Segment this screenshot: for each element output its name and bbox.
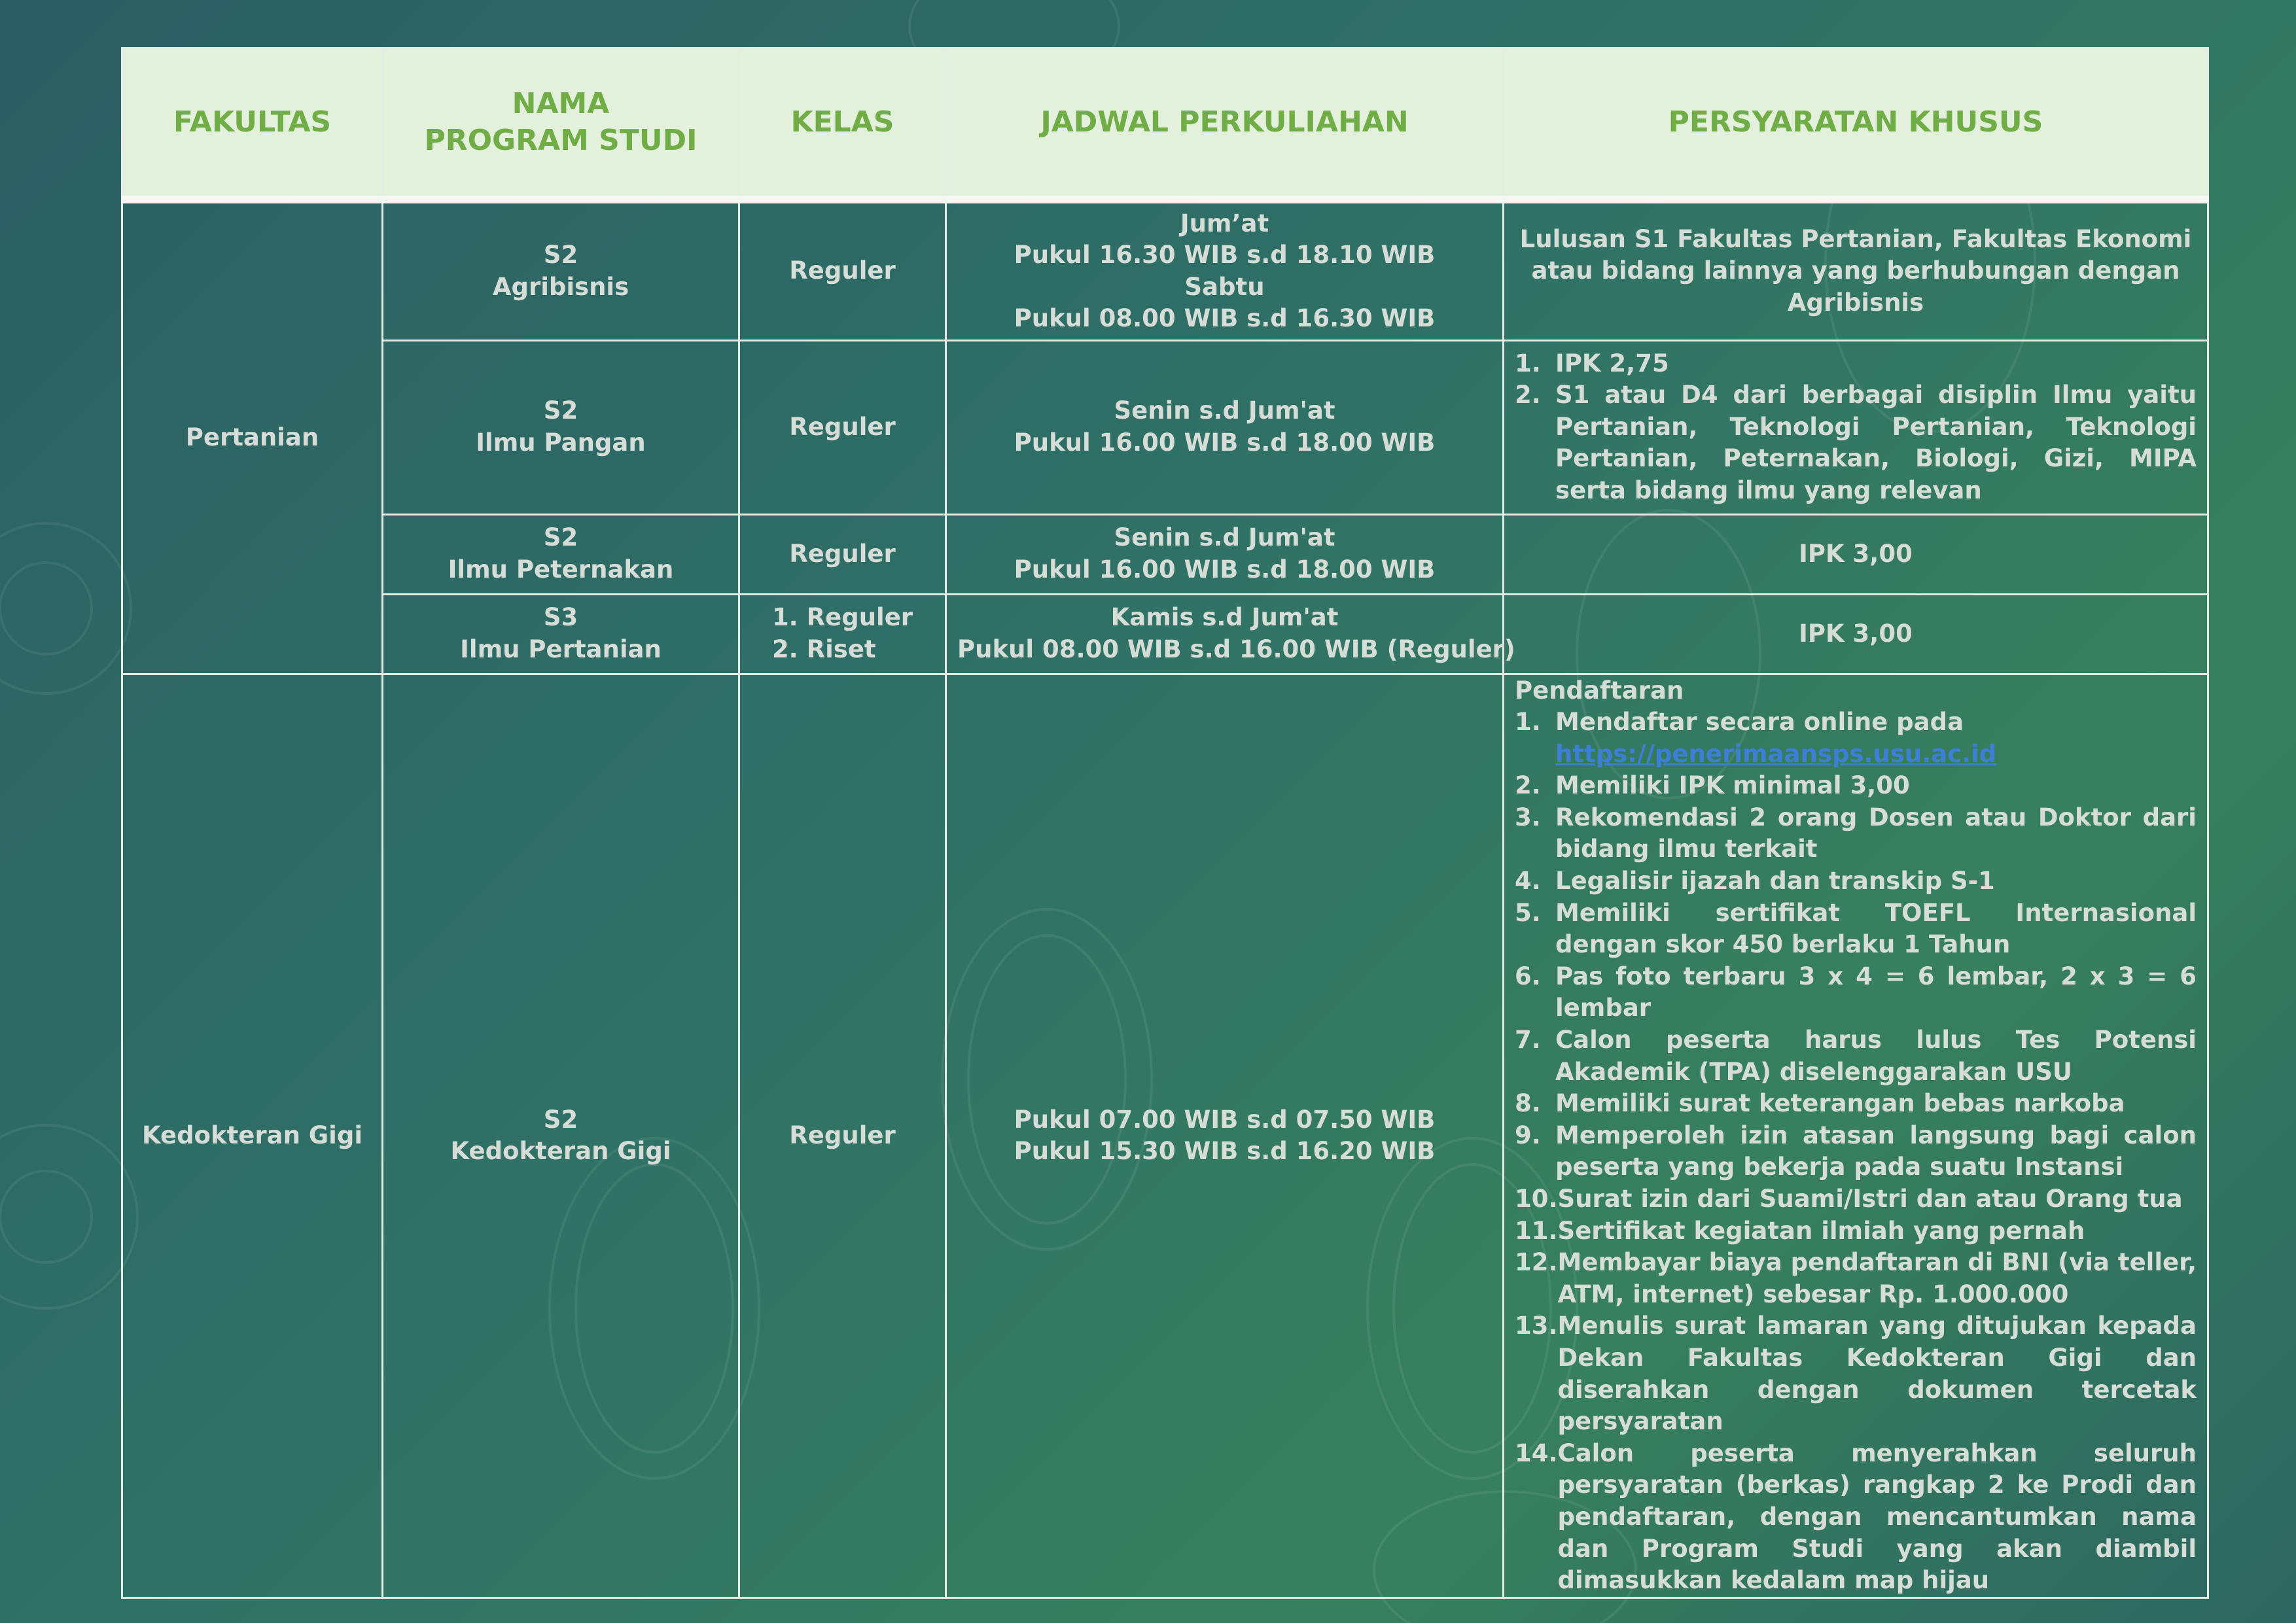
list-item: 14. Calon peserta menyerahkan seluruh persyaratan (berkas) rangkap 2 ke Prodi dan pendaftaran, dengan mencantumkan nama dan Program Studi yang akan diambil dimasukkan kedalam map hijau	[1515, 1439, 2197, 1595]
header-program-studi: NAMA PROGRAM STUDI	[383, 48, 739, 200]
registration-link[interactable]: https://penerimaansps.usu.ac.id	[1555, 739, 1997, 768]
list-item: 1. IPK 2,75	[1515, 349, 1669, 377]
persyaratan-cell: Lulusan S1 Fakultas Pertanian, Fakultas Ekonomi atau bidang lainnya yang berhubungan dengan Agribisnis	[1504, 200, 2208, 340]
list-item: 1. Mendaftar secara online pada https://penerimaansps.usu.ac.id	[1515, 708, 1997, 768]
prodi-cell: S3 Ilmu Pertanian	[383, 594, 739, 674]
fakultas-cell: Kedokteran Gigi	[122, 674, 383, 1597]
table-row	[122, 200, 2208, 340]
list-item: 11. Sertifikat kegiatan ilmiah yang pernah	[1515, 1216, 2085, 1245]
persyaratan-cell: IPK 3,00	[1504, 594, 2208, 674]
table-row	[122, 594, 2208, 674]
list-item: 4. Legalisir ijazah dan transkip S-1	[1515, 867, 1995, 896]
fakultas-cell: Pertanian	[122, 200, 383, 674]
kelas-cell: Reguler	[739, 200, 946, 340]
persyaratan-cell: IPK 3,00	[1504, 514, 2208, 594]
list-item: 7. Calon peserta harus lulus Tes Potensi Akademik (TPA) diselenggarakan USU	[1515, 1026, 2197, 1086]
prodi-cell: S2 Ilmu Pangan	[383, 340, 739, 514]
prodi-cell: S2 Ilmu Peternakan	[383, 514, 739, 594]
jadwal-cell: Pukul 07.00 WIB s.d 07.50 WIB Pukul 15.30 WIB s.d 16.20 WIB	[946, 674, 1504, 1597]
jadwal-cell: Senin s.d Jum'at Pukul 16.00 WIB s.d 18.00 WIB	[946, 340, 1504, 514]
header-fakultas: FAKULTAS	[122, 48, 383, 200]
kelas-cell: Reguler	[739, 514, 946, 594]
header-jadwal: JADWAL PERKULIAHAN	[946, 48, 1504, 200]
persyaratan-cell	[1504, 674, 2208, 1597]
list-item: 12. Membayar biaya pendaftaran di BNI (via teller, ATM, internet) sebesar Rp. 1.000.000	[1515, 1248, 2197, 1308]
prodi-cell: S2 Agribisnis	[383, 200, 739, 340]
list-item: 6. Pas foto terbaru 3 x 4 = 6 lembar, 2 x 3 = 6 lembar	[1515, 962, 2197, 1022]
table-row	[122, 674, 2208, 1597]
list-item: 5. Memiliki sertifikat TOEFL Internasional dengan skor 450 berlaku 1 Tahun	[1515, 898, 2197, 959]
kelas-cell: Reguler	[739, 674, 946, 1597]
persyaratan-intro: Pendaftaran	[1515, 676, 1684, 705]
list-item: 10. Surat izin dari Suami/Istri dan atau Orang tua	[1515, 1185, 2183, 1213]
table-row	[122, 514, 2208, 594]
persyaratan-cell	[1504, 340, 2208, 514]
list-item: 2. Memiliki IPK minimal 3,00	[1515, 771, 1910, 800]
jadwal-cell: Senin s.d Jum'at Pukul 16.00 WIB s.d 18.00 WIB	[946, 514, 1504, 594]
list-item: 3. Rekomendasi 2 orang Dosen atau Doktor dari bidang ilmu terkait	[1515, 803, 2197, 864]
header-row	[122, 48, 2208, 200]
program-schedule-table	[121, 47, 2209, 1599]
jadwal-cell: Kamis s.d Jum'at Pukul 08.00 WIB s.d 16.00 WIB (Reguler)	[946, 594, 1504, 674]
list-item: 9. Memperoleh izin atasan langsung bagi calon peserta yang bekerja pada suatu Instansi	[1515, 1121, 2197, 1181]
table-row	[122, 340, 2208, 514]
list-item: 8. Memiliki surat keterangan bebas narkoba	[1515, 1089, 2125, 1118]
kelas-cell: Reguler	[739, 340, 946, 514]
kelas-cell: 1. Reguler 2. Riset	[739, 594, 946, 674]
header-kelas: KELAS	[739, 48, 946, 200]
list-item: 2. S1 atau D4 dari berbagai disiplin Ilmu yaitu Pertanian, Teknologi Pertanian, Teknologi Pertanian, Peternakan, Biologi, Gizi, MIPA serta bidang ilmu yang relevan	[1515, 381, 2197, 504]
list-item: 13. Menulis surat lamaran yang ditujukan kepada Dekan Fakultas Kedokteran Gigi dan diserahkan dengan dokumen tercetak persyaratan	[1515, 1312, 2197, 1436]
jadwal-cell: Jum’at Pukul 16.30 WIB s.d 18.10 WIB Sabtu Pukul 08.00 WIB s.d 16.30 WIB	[946, 200, 1504, 340]
prodi-cell: S2 Kedokteran Gigi	[383, 674, 739, 1597]
header-persyaratan: PERSYARATAN KHUSUS	[1504, 48, 2208, 200]
